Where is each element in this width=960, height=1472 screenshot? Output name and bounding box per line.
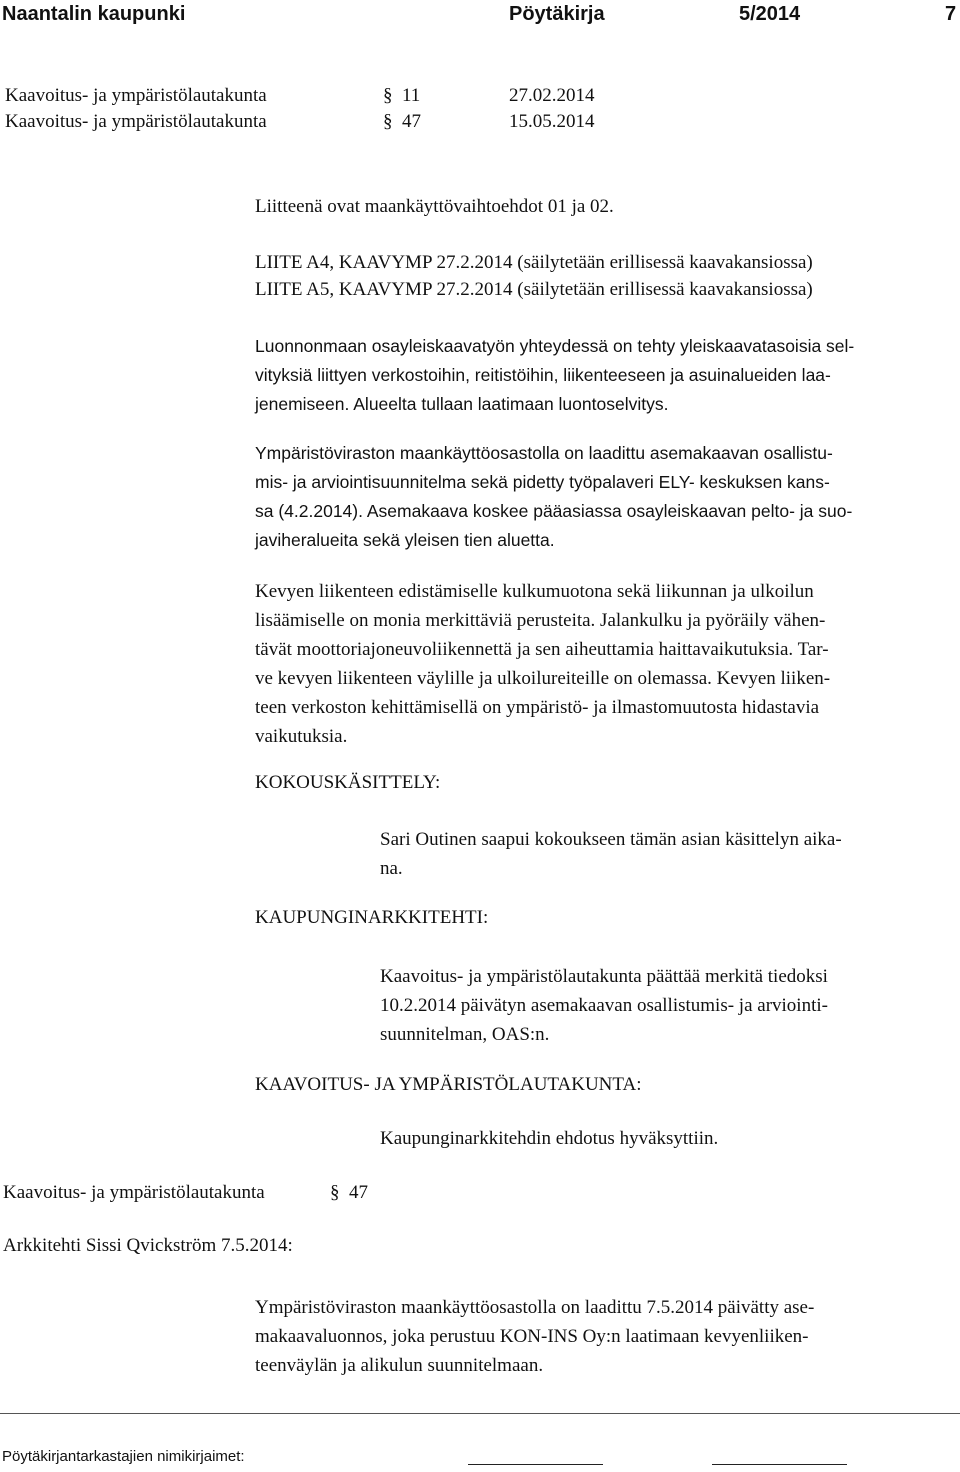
paragraph-line: Luonnonmaan osayleiskaavatyön yhteydessä on tehty yleiskaavatasoisia sel- (255, 336, 855, 356)
paragraph-line: vaikutuksia. (255, 726, 348, 747)
section-number: 11 (402, 85, 421, 106)
section-number: 47 (402, 111, 421, 132)
paragraph-background-surveys (255, 332, 854, 419)
paragraph-line: Ympäristöviraston maankäyttöosastolla on laadittu asemakaavan osallistu- (255, 443, 833, 463)
paragraph-line: tävät moottoriajoneuvoliikennettä ja sen aiheuttamia haittavaikutuksia. Tar- (255, 639, 829, 660)
page-number: 7 (945, 3, 957, 25)
signature-line (468, 1464, 603, 1465)
paragraph-participation-plan (255, 439, 852, 555)
decision-text: Kaupunginarkkitehdin ehdotus hyväksyttiin. (380, 1128, 719, 1149)
paragraph-line: Kaavoitus- ja ympäristölautakunta päättää merkitä tiedoksi (380, 966, 828, 987)
paragraph-line: suunnitelman, OAS:n. (380, 1024, 550, 1045)
meeting-body: Kaavoitus- ja ympäristölautakunta (5, 111, 267, 132)
document-type: Pöytäkirja (509, 3, 605, 25)
paragraph-line: Ympäristöviraston maankäyttöosastolla on laadittu 7.5.2014 päivätty ase- (255, 1297, 815, 1318)
paragraph-line: makaavaluonnos, joka perustuu KON-INS Oy:n laatimaan kevyenliiken- (255, 1326, 809, 1347)
meeting-body: Kaavoitus- ja ympäristölautakunta (5, 85, 267, 106)
attachments-intro: Liitteenä ovat maankäyttövaihtoehdot 01 ja 02. (255, 196, 614, 217)
paragraph-line: ve kevyen liikenteen väylille ja ulkoilureiteille on olemassa. Kevyen liiken- (255, 668, 831, 689)
paragraph-line: javiheralueita sekä yleisen tien aluetta. (255, 530, 555, 550)
paragraph-plan-draft (255, 1293, 814, 1380)
section-symbol: § (330, 1182, 340, 1203)
architect-heading: KAUPUNGINARKKITEHTI: (255, 907, 489, 928)
paragraph-line: teen verkoston kehittämisellä on ympäristö- ja ilmastomuutosta hidastavia (255, 697, 820, 718)
paragraph-line: sa (4.2.2014). Asemakaava koskee pääasiassa osayleiskaavan pelto- ja suo- (255, 501, 853, 521)
handling-heading: KOKOUSKÄSITTELY: (255, 772, 441, 793)
document-number: 5/2014 (739, 3, 801, 25)
paragraph-line: mis- ja arviointisuunnitelma sekä pidetty työpalaveri ELY- keskuksen kans- (255, 472, 830, 492)
paragraph-line: na. (380, 858, 403, 879)
signature-line (712, 1464, 847, 1465)
paragraph-line: 10.2.2014 päivätyn asemakaavan osallistumis- ja arviointi- (380, 995, 828, 1016)
section-body: Kaavoitus- ja ympäristölautakunta (3, 1182, 265, 1203)
decision-heading: KAAVOITUS- JA YMPÄRISTÖLAUTAKUNTA: (255, 1074, 642, 1095)
paragraph-line: vityksiä liittyen verkostoihin, reitistöihin, liikenteeseen ja asuinalueiden laa- (255, 365, 831, 385)
paragraph-line: Kevyen liikenteen edistämiselle kulkumuotona sekä liikunnan ja ulkoilun (255, 581, 814, 602)
city-name: Naantalin kaupunki (2, 3, 186, 25)
handling-text (380, 825, 842, 883)
footer-label: Pöytäkirjantarkastajien nimikirjaimet: (2, 1448, 245, 1465)
attachment-item: LIITE A4, KAAVYMP 27.2.2014 (säilytetään erillisessä kaavakansiossa) (255, 252, 813, 273)
paragraph-line: lisäämiselle on monia merkittäviä perusteita. Jalankulku ja pyöräily vähen- (255, 610, 826, 631)
meeting-date: 15.05.2014 (509, 111, 595, 132)
architect-proposal-text (380, 962, 828, 1049)
meeting-date: 27.02.2014 (509, 85, 595, 106)
section-symbol: § (383, 111, 393, 132)
attachment-item: LIITE A5, KAAVYMP 27.2.2014 (säilytetään erillisessä kaavakansiossa) (255, 279, 813, 300)
footer-divider (0, 1413, 960, 1414)
paragraph-line: teenväylän ja alikulun suunnitelmaan. (255, 1355, 544, 1376)
paragraph-light-traffic (255, 577, 830, 751)
section-symbol: § (383, 85, 393, 106)
paragraph-line: Sari Outinen saapui kokoukseen tämän asian käsittelyn aika- (380, 829, 842, 850)
author-line: Arkkitehti Sissi Qvickström 7.5.2014: (3, 1235, 293, 1256)
paragraph-line: jenemiseen. Alueelta tullaan laatimaan luontoselvitys. (255, 394, 669, 414)
section-number: 47 (349, 1182, 368, 1203)
